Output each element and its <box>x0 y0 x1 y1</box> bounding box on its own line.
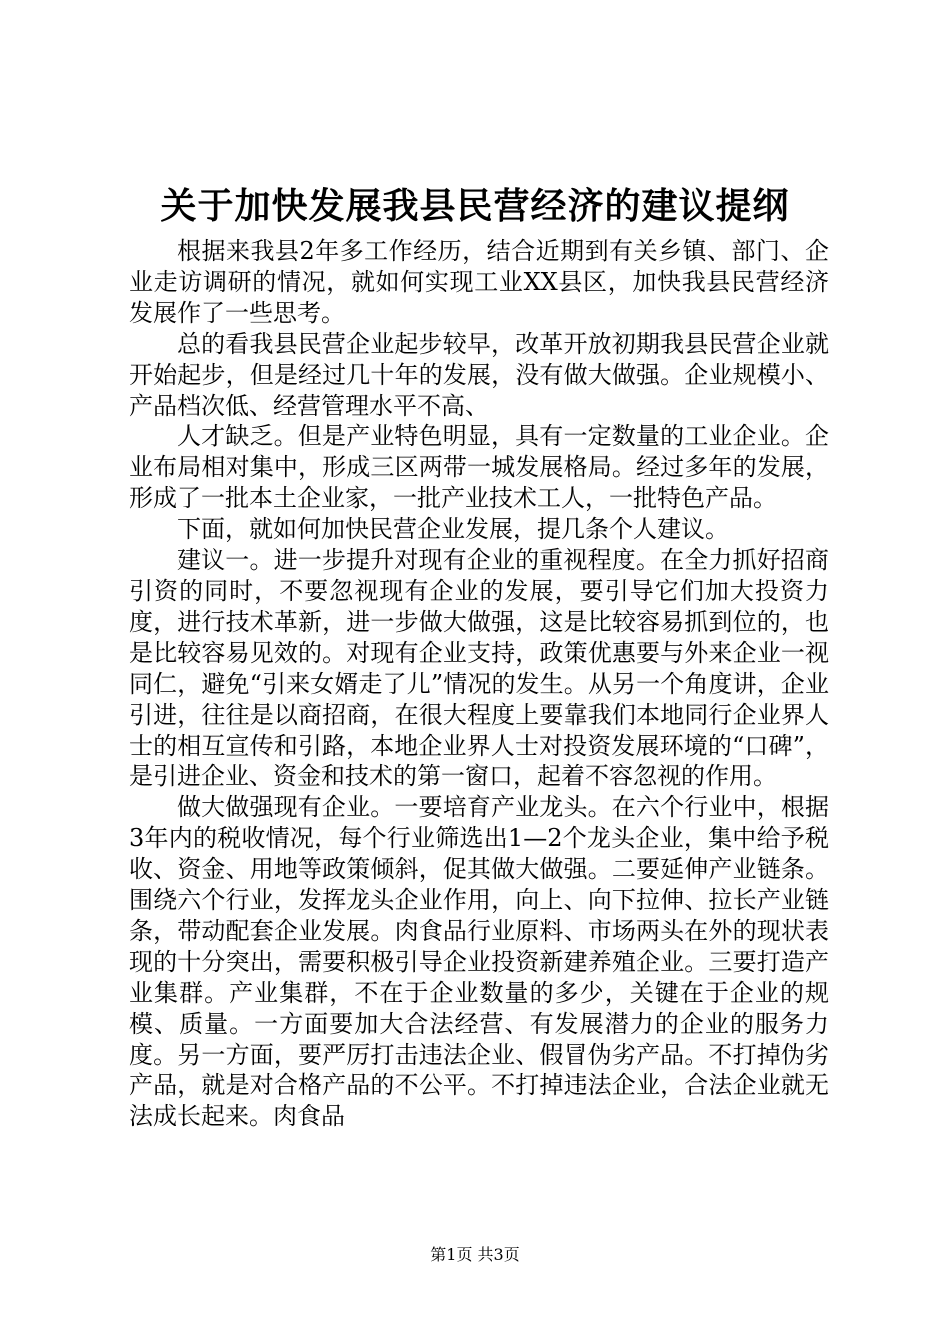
paragraph-overview: 总的看我县民营企业起步较早，改革开放初期我县民营企业就开始起步，但是经过几十年的发展，没有做大做强。企业规模小、产品档次低、经营管理水平不高、 <box>129 329 829 420</box>
paragraph-characteristics: 人才缺乏。但是产业特色明显，具有一定数量的工业企业。企业布局相对集中，形成三区两带一城发展格局。经过多年的发展，形成了一批本土企业家，一批产业技术工人，一批特色产品。 <box>129 422 829 513</box>
page-footer: 第1页 共3页 <box>430 1245 520 1264</box>
paragraph-transition: 下面，就如何加快民营企业发展，提几条个人建议。 <box>177 515 729 544</box>
document-body <box>129 236 829 1132</box>
paragraph-suggestion-one: 建议一。进一步提升对现有企业的重视程度。在全力抓好招商引资的同时，不要忽视现有企业的发展，要引导它们加大投资力度，进行技术革新，进一步做大做强，这是比较容易抓到位的，也是比较容易见效的。对现有企业支持，政策优惠要与外来企业一视同仁，避免“引来女婿走了儿”情况的发生。从另一个角度讲，企业引进，往往是以商招商，在很大程度上要靠我们本地同行企业界人士的相互宣传和引路，本地企业界人士对投资发展环境的“口碑”，是引进企业、资金和技术的第一窗口，起着不容忽视的作用。 <box>129 546 829 791</box>
paragraph-strengthen-enterprises: 做大做强现有企业。一要培育产业龙头。在六个行业中，根据3年内的税收情况，每个行业筛选出1—2个龙头企业，集中给予税收、资金、用地等政策倾斜，促其做大做强。二要延伸产业链条。围绕六个行业，发挥龙头企业作用，向上、向下拉伸、拉长产业链条，带动配套企业发展。肉食品行业原料、市场两头在外的现状表现的十分突出，需要积极引导企业投资新建养殖企业。三要打造产业集群。产业集群，不在于企业数量的多少，关键在于企业的规模、质量。一方面要加大合法经营、有发展潜力的企业的服务力度。另一方面，要严厉打击违法企业、假冒伪劣产品。不打掉伪劣产品，就是对合格产品的不公平。不打掉违法企业，合法企业就无法成长起来。肉食品 <box>129 793 829 1131</box>
document-title: 关于加快发展我县民营经济的建议提纲 <box>160 185 790 227</box>
paragraph-intro: 根据来我县2年多工作经历，结合近期到有关乡镇、部门、企业走访调研的情况，就如何实现工业XX县区，加快我县民营经济发展作了一些思考。 <box>129 237 829 327</box>
